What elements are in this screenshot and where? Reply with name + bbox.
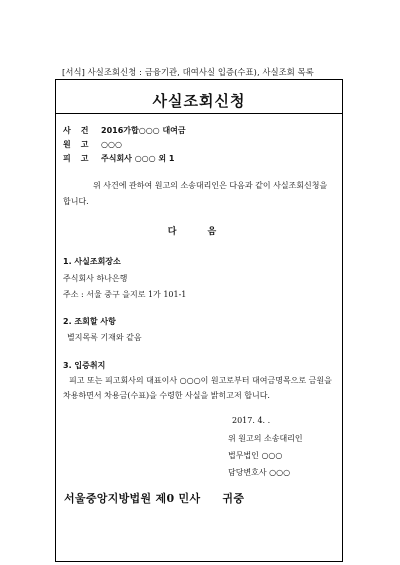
section2-line1: 별지목록 기재와 같음 bbox=[67, 333, 142, 342]
court-suffix: 귀중 bbox=[222, 492, 245, 505]
section1-title: 1. 사실조회장소 bbox=[63, 257, 121, 266]
court-addressee bbox=[64, 490, 244, 506]
case-value: 2016가합○○○ 대여금 bbox=[101, 126, 186, 135]
document-title: 사실조회신청 bbox=[152, 92, 246, 110]
signature-line3: 담당변호사 ○○○ bbox=[228, 468, 291, 477]
section1-line1: 주식회사 하나은행 bbox=[63, 274, 128, 283]
defendant-label: 피고 bbox=[63, 154, 99, 163]
intro-paragraph: 위 사건에 관하여 원고의 소송대리인은 다음과 같이 사실조회신청을 합니다. bbox=[63, 181, 328, 206]
section3-title: 3. 입증취지 bbox=[63, 361, 106, 370]
case-row-plaintiff bbox=[63, 139, 122, 150]
title-divider bbox=[56, 113, 342, 114]
section2-title: 2. 조회할 사항 bbox=[63, 317, 116, 326]
plaintiff-label: 원고 bbox=[63, 140, 99, 149]
document-frame bbox=[55, 79, 343, 562]
defendant-value: 주식회사 ○○○ 외 1 bbox=[101, 154, 175, 163]
section1-line2: 주소 : 서울 중구 을지로 1가 101-1 bbox=[63, 290, 187, 299]
signature-date: 2017. 4. . bbox=[232, 416, 271, 425]
signature-line1: 위 원고의 소송대리인 bbox=[228, 434, 303, 443]
form-header-title: 사실조회신청 : 금융기관, 대여사실 입증(수표), 사실조회 목록 bbox=[87, 67, 314, 77]
case-label: 사건 bbox=[63, 126, 99, 135]
section3-body: 피고 또는 피고회사의 대표이사 ○○○이 원고로부터 대여금명목으로 금원을 차용하면서 차용금(수표)을 수령한 사실을 밝히고저 합니다. bbox=[63, 376, 332, 400]
signature-line2: 법무법인 ○○○ bbox=[228, 451, 283, 460]
reason-heading: 다 음 bbox=[167, 227, 231, 237]
case-row-case bbox=[63, 125, 186, 136]
form-category: [서식] bbox=[62, 67, 85, 77]
plaintiff-value: ○○○ bbox=[101, 140, 122, 149]
court-name: 서울중앙지방법원 제0 민사 bbox=[64, 492, 201, 505]
form-header bbox=[62, 66, 314, 78]
case-row-defendant bbox=[63, 153, 175, 164]
